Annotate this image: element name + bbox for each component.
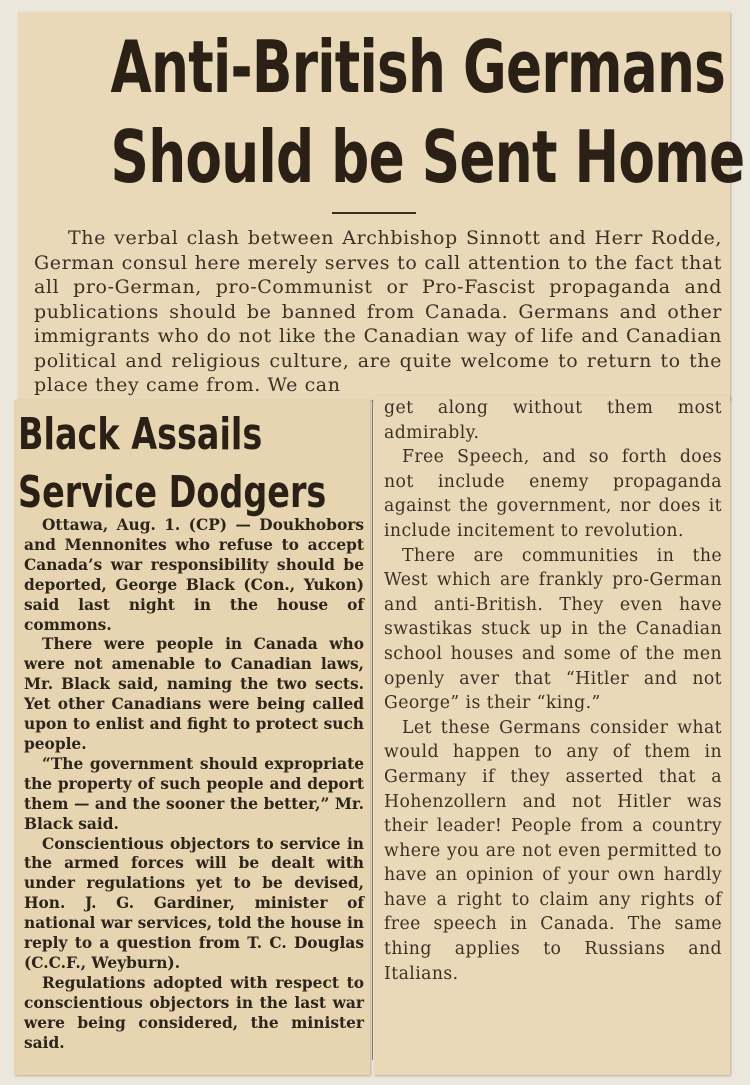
headline-rule	[332, 212, 416, 214]
editorial-paragraph: Let these Germans consider what would happen to any of them in Germany if they asserted that a Hohenzollern and not Hitler was their leader! People from a country where you are not even permitted to have an opinion of your own hardly have a right to claim any rights of free speech in Canada. The same thing applies to Russians and Italians.	[384, 717, 722, 984]
headline-line-2: Should be Sent Home	[110, 115, 745, 199]
sidebar-story-paragraph: Regulations adopted with respect to conscientious objectors in the last war were being considered, the minister said.	[24, 973, 364, 1052]
sidebar-story-body	[24, 516, 364, 1053]
editorial-continued-clipping	[374, 396, 730, 1075]
editorial-intro	[34, 226, 722, 398]
headline-line-1: Anti-British Germans	[110, 25, 726, 109]
sidebar-story-headline	[18, 406, 326, 522]
sidebar-story-paragraph: “The government should expropriate the property of such people and deport them — and the sooner the better,” Mr. Black said.	[24, 754, 364, 833]
sidebar-story-paragraph: Conscientious objectors to service in the armed forces will be dealt with under regulations yet to be devised, Hon. J. G. Gardiner, minister of national war services, told the house in reply to a question from T. C. Douglas (C.C.F., Weyburn).	[24, 834, 364, 972]
editorial-paragraph: There are communities in the West which are frankly pro-German and anti-British. They even have swastikas stuck up in the Canadian school houses and some of the men openly aver that “Hitler and not George” is their “king.”	[384, 545, 722, 714]
sidebar-headline-line-2: Service Dodgers	[18, 467, 327, 518]
editorial-continued-body	[384, 396, 722, 986]
sidebar-story-lead	[24, 516, 364, 635]
sidebar-story-paragraph: There were people in Canada who were not amenable to Canadian laws, Mr. Black said, naming the two sects. Yet other Canadians were being called upon to enlist and fight to protect such people.	[24, 635, 364, 753]
lead-text: Doukhobors and Mennonites who refuse to accept Canada’s war responsibility should be deported, George Black (Con., Yukon) said last night in the house of commons.	[24, 516, 364, 634]
editorial-paragraph: Free Speech, and so forth does not include enemy propaganda against the government, nor does it include incitement to revolution.	[384, 447, 722, 541]
dateline: Ottawa, Aug. 1. (CP) —	[42, 516, 251, 534]
editorial-continued-line: get along without them most admirably.	[384, 398, 722, 443]
headline	[110, 22, 745, 202]
editorial-intro-paragraph: The verbal clash between Archbishop Sinnott and Herr Rodde, German consul here merely serves to call attention to the fact that all pro-German, pro-Communist or Pro-Fascist propaganda and publications should be banned from Canada. Germans and other immigrants who do not like the Canadian way of life and Canadian political and religious culture, are quite welcome to return to the place they came from. We can	[34, 227, 722, 396]
sidebar-story-clipping	[14, 400, 370, 1075]
column-divider	[372, 400, 373, 1060]
sidebar-headline-line-1: Black Assails	[18, 409, 263, 460]
editorial-clipping	[18, 12, 745, 400]
